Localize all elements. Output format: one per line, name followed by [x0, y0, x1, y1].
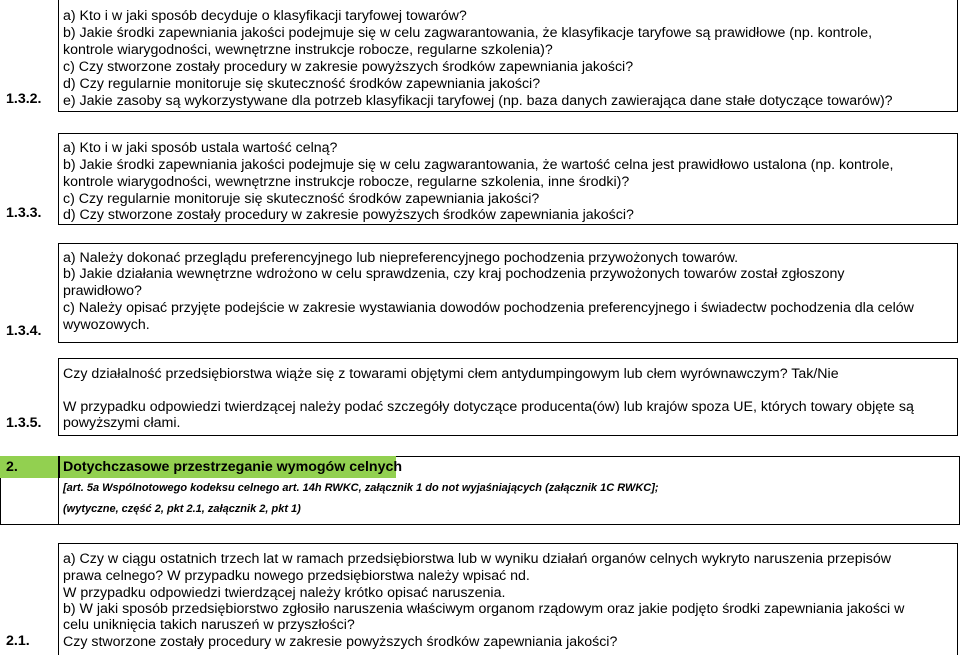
question-line: b) W jaki sposób przedsiębiorstwo zgłosiło naruszenia właściwym organom rządowym oraz jakie podjęto środki zapewniania jakości w: [63, 601, 905, 617]
section-guideline-reference: (wytyczne, część 2, pkt 2.1, załącznik 2, pkt 1): [63, 503, 301, 515]
section-legal-reference: [art. 5a Wspólnotowego kodeksu celnego art. 14h RWKC, załącznik 1 do not wyjaśniających (załącznik 1C RWKC];: [63, 482, 659, 494]
question-line: Czy stworzone zostały procedury w zakresie powyższych środków zapewniania jakości?: [63, 634, 618, 650]
section-title: Dotychczasowe przestrzeganie wymogów celnych: [63, 459, 403, 475]
question-line: c) Czy regularnie monitoruje się skuteczność środków zapewniania jakości?: [63, 191, 540, 207]
question-line: a) Należy dokonać przeglądu preferencyjnego lub niepreferencyjnego pochodzenia przywożonych towarów.: [63, 250, 739, 266]
question-line: wywozowych.: [63, 317, 150, 333]
question-line: a) Kto i w jaki sposób ustala wartość celną?: [63, 140, 338, 156]
question-line: c) Czy stworzone zostały procedury w zakresie powyższych środków zapewniania jakości?: [63, 59, 634, 75]
question-line: celu uniknięcia takich naruszeń w przyszłości?: [63, 617, 355, 633]
question-line: d) Czy stworzone zostały procedury w zakresie powyższych środków zapewniania jakości?: [63, 207, 634, 223]
row-number: 1.3.2.: [6, 91, 42, 107]
question-line: a) Czy w ciągu ostatnich trzech lat w ramach przedsiębiorstwa lub w wyniku działań organów celnych wykryto naruszenia przepisów: [63, 551, 891, 567]
question-line: kontrole wiarygodności, wewnętrzne instrukcje robocze, regularne szkolenia, inne środki)?: [63, 174, 630, 190]
question-line: d) Czy regularnie monitoruje się skuteczność środków zapewniania jakości?: [63, 76, 541, 92]
question-line: W przypadku odpowiedzi twierdzącej należy krótko opisać naruszenia.: [63, 585, 506, 601]
question-line: prawidłowo?: [63, 283, 142, 299]
row-number: 2.1.: [6, 633, 30, 649]
section-divider: [58, 456, 59, 525]
row-number: 1.3.3.: [6, 205, 42, 221]
question-line: c) Należy opisać przyjęte podejście w zakresie wystawiania dowodów pochodzenia preferencyjnego i świadectw pochodzenia dla celów: [63, 300, 914, 316]
question-line: b) Jakie środki zapewniania jakości podejmuje się w celu zagwarantowania, że klasyfikacje taryfowe są prawidłowe (np. kontrole,: [63, 25, 873, 41]
question-line: powyższymi cłami.: [63, 415, 181, 431]
question-line: W przypadku odpowiedzi twierdzącej należy podać szczegóły dotyczące producenta(ów) lub krajów spoza UE, których towary objęte są: [63, 399, 914, 415]
question-line: b) Jakie działania wewnętrzne wdrożono w celu sprawdzenia, czy kraj pochodzenia przywożonych towarów został zgłoszony: [63, 266, 845, 282]
row-number: 1.3.4.: [6, 323, 42, 339]
question-line: kontrole wiarygodności, wewnętrzne instrukcje robocze, regularne szkolenia)?: [63, 42, 553, 58]
question-line: b) Jakie środki zapewniania jakości podejmuje się w celu zagwarantowania, że wartość celna jest prawidłowo ustalona (np. kontrole,: [63, 157, 894, 173]
question-line: e) Jakie zasoby są wykorzystywane dla potrzeb klasyfikacji taryfowej (np. baza danych zawierająca dane stałe dotyczące towarów)?: [63, 93, 893, 109]
row-number: 1.3.5.: [6, 415, 42, 431]
question-line: Czy działalność przedsiębiorstwa wiąże się z towarami objętymi cłem antydumpingowym lub cłem wyrównawczym? Tak/Nie: [63, 366, 839, 382]
section-number: 2.: [6, 459, 18, 475]
question-line: a) Kto i w jaki sposób decyduje o klasyfikacji taryfowej towarów?: [63, 8, 467, 24]
question-line: prawa celnego? W przypadku nowego przedsiębiorstwa należy wpisać nd.: [63, 568, 530, 584]
